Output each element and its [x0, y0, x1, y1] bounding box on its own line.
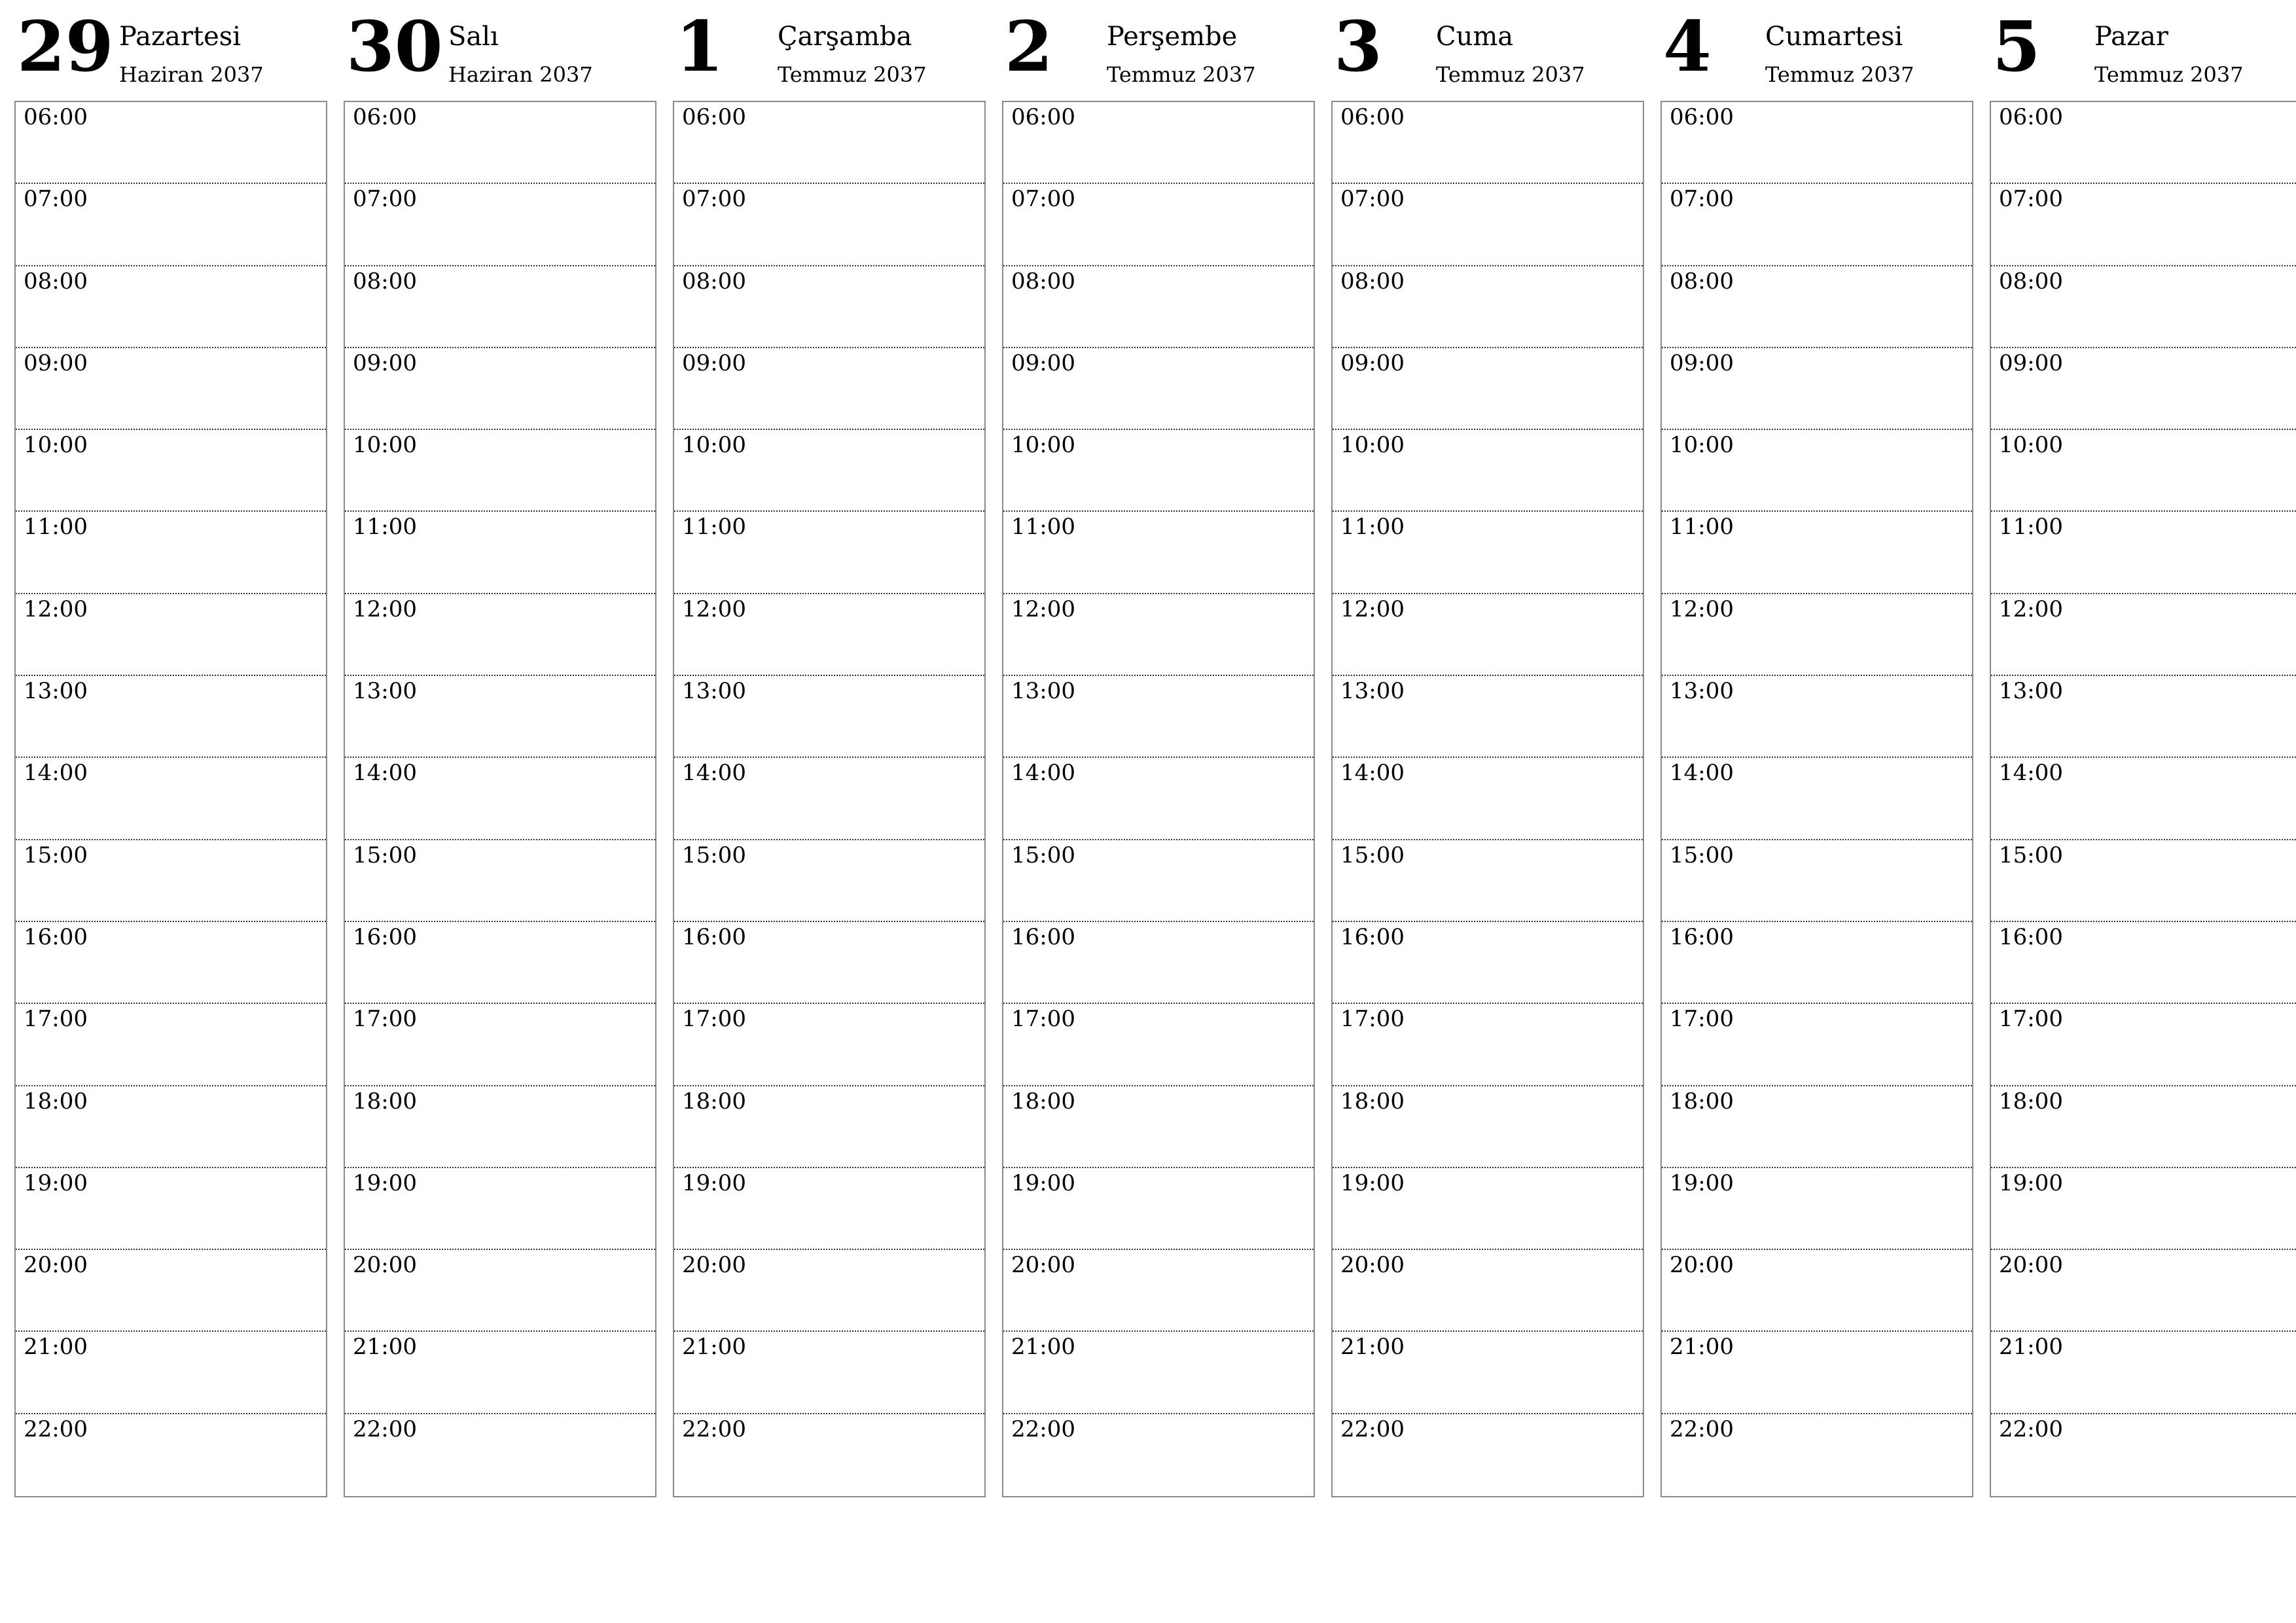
- hour-slot[interactable]: [674, 1414, 984, 1496]
- hour-slot[interactable]: [674, 430, 984, 512]
- day-number: 3: [1334, 5, 1382, 87]
- hour-label: 22:00: [682, 1416, 746, 1442]
- hour-label: 10:00: [682, 432, 746, 459]
- hour-label: 20:00: [24, 1252, 88, 1279]
- weekday-name: Salı: [448, 22, 499, 52]
- hour-slot[interactable]: [1991, 430, 2296, 512]
- hour-slot[interactable]: [1991, 1250, 2296, 1332]
- hour-slot[interactable]: [1662, 1332, 1972, 1414]
- hour-slot[interactable]: [1991, 840, 2296, 922]
- hour-slot[interactable]: [345, 430, 655, 512]
- day-number: 30: [346, 5, 443, 87]
- weekly-planner: [14, 0, 2291, 1623]
- day-column: [1990, 0, 2296, 1623]
- hour-slot[interactable]: [1333, 184, 1643, 266]
- hour-label: 20:00: [682, 1252, 746, 1279]
- hour-label: 14:00: [682, 760, 746, 787]
- hour-label: 15:00: [682, 842, 746, 868]
- hour-slot[interactable]: [674, 1004, 984, 1086]
- hour-label: 15:00: [1670, 842, 1734, 868]
- hour-slot[interactable]: [1003, 1250, 1314, 1332]
- hour-label: 15:00: [1999, 842, 2063, 868]
- hour-slot[interactable]: [1003, 102, 1314, 184]
- hour-label: 07:00: [682, 186, 746, 213]
- hour-slot[interactable]: [345, 184, 655, 266]
- hour-slot[interactable]: [16, 102, 326, 184]
- hour-label: 18:00: [1999, 1088, 2063, 1115]
- hour-label: 09:00: [682, 349, 746, 376]
- hour-slot[interactable]: [1003, 1004, 1314, 1086]
- hour-label: 12:00: [1011, 596, 1075, 622]
- hour-slot[interactable]: [1991, 1414, 2296, 1496]
- hour-slot[interactable]: [1003, 758, 1314, 840]
- hour-slot[interactable]: [674, 676, 984, 758]
- day-column: [1002, 0, 1315, 1623]
- hour-label: 12:00: [682, 596, 746, 622]
- hour-slot[interactable]: [16, 184, 326, 266]
- hour-slot[interactable]: [674, 1332, 984, 1414]
- hour-slot[interactable]: [1003, 1332, 1314, 1414]
- day-column: [14, 0, 327, 1623]
- hour-slot[interactable]: [16, 758, 326, 840]
- day-header: [673, 0, 986, 101]
- hour-label: 17:00: [1340, 1006, 1405, 1033]
- hour-slot[interactable]: [674, 512, 984, 594]
- hour-slot[interactable]: [16, 1414, 326, 1496]
- hour-slot[interactable]: [345, 758, 655, 840]
- hour-label: 06:00: [1670, 104, 1734, 130]
- hour-slot[interactable]: [1991, 1168, 2296, 1250]
- hour-slot[interactable]: [674, 102, 984, 184]
- hour-slot[interactable]: [1003, 922, 1314, 1004]
- day-schedule-box: [673, 101, 986, 1497]
- hour-label: 12:00: [1999, 596, 2063, 622]
- hour-label: 09:00: [1011, 349, 1075, 376]
- hour-label: 13:00: [1011, 678, 1075, 705]
- hour-slot[interactable]: [345, 922, 655, 1004]
- hour-slot[interactable]: [16, 348, 326, 430]
- month-year: Temmuz 2037: [1436, 62, 1585, 87]
- hour-slot[interactable]: [1333, 512, 1643, 594]
- day-column: [1660, 0, 1973, 1623]
- day-schedule-box: [1990, 101, 2296, 1497]
- hour-slot[interactable]: [1662, 1168, 1972, 1250]
- hour-slot[interactable]: [674, 266, 984, 348]
- hour-slot[interactable]: [1333, 266, 1643, 348]
- hour-label: 19:00: [1999, 1169, 2063, 1196]
- hour-label: 12:00: [353, 596, 417, 622]
- hour-label: 17:00: [1999, 1006, 2063, 1033]
- hour-slot[interactable]: [1333, 348, 1643, 430]
- hour-slot[interactable]: [1003, 676, 1314, 758]
- hour-slot[interactable]: [1991, 676, 2296, 758]
- hour-label: 10:00: [24, 432, 88, 459]
- hour-label: 14:00: [24, 760, 88, 787]
- hour-slot[interactable]: [345, 1004, 655, 1086]
- hour-slot[interactable]: [345, 512, 655, 594]
- hour-label: 21:00: [24, 1334, 88, 1361]
- hour-label: 09:00: [24, 349, 88, 376]
- hour-label: 10:00: [1670, 432, 1734, 459]
- month-year: Haziran 2037: [119, 62, 264, 87]
- hour-label: 07:00: [1340, 186, 1405, 213]
- hour-label: 12:00: [24, 596, 88, 622]
- hour-label: 08:00: [1999, 268, 2063, 294]
- hour-slot[interactable]: [16, 1168, 326, 1250]
- hour-label: 19:00: [682, 1169, 746, 1196]
- hour-slot[interactable]: [345, 102, 655, 184]
- hour-slot[interactable]: [1991, 1332, 2296, 1414]
- hour-label: 21:00: [682, 1334, 746, 1361]
- hour-label: 22:00: [353, 1416, 417, 1442]
- hour-label: 06:00: [24, 104, 88, 130]
- hour-label: 07:00: [24, 186, 88, 213]
- hour-slot[interactable]: [1333, 758, 1643, 840]
- hour-label: 11:00: [1670, 514, 1734, 541]
- hour-slot[interactable]: [674, 1250, 984, 1332]
- hour-slot[interactable]: [16, 676, 326, 758]
- weekday-name: Pazartesi: [119, 22, 242, 52]
- hour-label: 11:00: [682, 514, 746, 541]
- month-year: Temmuz 2037: [778, 62, 927, 87]
- hour-slot[interactable]: [1662, 348, 1972, 430]
- hour-slot[interactable]: [1662, 758, 1972, 840]
- hour-slot[interactable]: [1991, 922, 2296, 1004]
- hour-slot[interactable]: [1333, 1332, 1643, 1414]
- day-schedule-box: [1002, 101, 1315, 1497]
- hour-label: 13:00: [1999, 678, 2063, 705]
- hour-label: 08:00: [353, 268, 417, 294]
- hour-slot[interactable]: [1991, 594, 2296, 676]
- hour-slot[interactable]: [16, 1086, 326, 1168]
- day-number: 1: [675, 5, 724, 87]
- hour-slot[interactable]: [16, 1250, 326, 1332]
- hour-label: 15:00: [353, 842, 417, 868]
- weekday-name: Perşembe: [1107, 22, 1238, 52]
- hour-slot[interactable]: [1991, 1004, 2296, 1086]
- hour-label: 13:00: [682, 678, 746, 705]
- hour-slot[interactable]: [674, 184, 984, 266]
- hour-label: 07:00: [353, 186, 417, 213]
- hour-slot[interactable]: [1662, 922, 1972, 1004]
- hour-label: 18:00: [1340, 1088, 1405, 1115]
- hour-label: 17:00: [682, 1006, 746, 1033]
- hour-label: 16:00: [682, 923, 746, 950]
- hour-label: 09:00: [1670, 349, 1734, 376]
- hour-slot[interactable]: [1991, 102, 2296, 184]
- hour-slot[interactable]: [674, 1168, 984, 1250]
- hour-slot[interactable]: [1333, 1414, 1643, 1496]
- day-schedule-box: [1331, 101, 1644, 1497]
- hour-slot[interactable]: [674, 1086, 984, 1168]
- day-column: [1331, 0, 1644, 1623]
- hour-label: 13:00: [1340, 678, 1405, 705]
- hour-label: 06:00: [1011, 104, 1075, 130]
- hour-label: 18:00: [1011, 1088, 1075, 1115]
- hour-label: 14:00: [1999, 760, 2063, 787]
- hour-slot[interactable]: [1003, 1086, 1314, 1168]
- hour-label: 19:00: [1340, 1169, 1405, 1196]
- hour-label: 10:00: [1999, 432, 2063, 459]
- hour-label: 09:00: [353, 349, 417, 376]
- hour-label: 16:00: [1999, 923, 2063, 950]
- weekday-name: Cumartesi: [1765, 22, 1903, 52]
- day-header: [1331, 0, 1644, 101]
- hour-label: 15:00: [24, 842, 88, 868]
- hour-slot[interactable]: [1333, 840, 1643, 922]
- day-header: [1990, 0, 2296, 101]
- hour-slot[interactable]: [345, 676, 655, 758]
- hour-label: 20:00: [1340, 1252, 1405, 1279]
- hour-label: 16:00: [353, 923, 417, 950]
- hour-slot[interactable]: [1662, 1250, 1972, 1332]
- hour-slot[interactable]: [1662, 1086, 1972, 1168]
- hour-label: 19:00: [1670, 1169, 1734, 1196]
- hour-label: 14:00: [1011, 760, 1075, 787]
- hour-label: 20:00: [353, 1252, 417, 1279]
- hour-label: 21:00: [1340, 1334, 1405, 1361]
- hour-slot[interactable]: [16, 512, 326, 594]
- day-header: [1002, 0, 1315, 101]
- hour-label: 16:00: [1670, 923, 1734, 950]
- hour-slot[interactable]: [1333, 1086, 1643, 1168]
- hour-label: 19:00: [1011, 1169, 1075, 1196]
- hour-label: 12:00: [1340, 596, 1405, 622]
- hour-slot[interactable]: [16, 430, 326, 512]
- hour-label: 16:00: [1340, 923, 1405, 950]
- hour-slot[interactable]: [1333, 676, 1643, 758]
- hour-slot[interactable]: [1333, 430, 1643, 512]
- hour-slot[interactable]: [1662, 512, 1972, 594]
- hour-slot[interactable]: [674, 922, 984, 1004]
- hour-slot[interactable]: [674, 594, 984, 676]
- hour-slot[interactable]: [1003, 594, 1314, 676]
- hour-label: 13:00: [24, 678, 88, 705]
- hour-slot[interactable]: [345, 594, 655, 676]
- hour-label: 06:00: [682, 104, 746, 130]
- hour-label: 08:00: [1670, 268, 1734, 294]
- hour-label: 14:00: [1670, 760, 1734, 787]
- hour-label: 06:00: [1340, 104, 1405, 130]
- day-number: 2: [1005, 5, 1053, 87]
- hour-label: 11:00: [1340, 514, 1405, 541]
- hour-slot[interactable]: [345, 266, 655, 348]
- hour-slot[interactable]: [345, 1332, 655, 1414]
- hour-slot[interactable]: [1991, 512, 2296, 594]
- hour-slot[interactable]: [1003, 840, 1314, 922]
- hour-slot[interactable]: [1003, 1168, 1314, 1250]
- day-schedule-box: [1660, 101, 1973, 1497]
- hour-slot[interactable]: [1333, 594, 1643, 676]
- hour-slot[interactable]: [1991, 1086, 2296, 1168]
- hour-label: 13:00: [1670, 678, 1734, 705]
- hour-slot[interactable]: [674, 840, 984, 922]
- hour-label: 09:00: [1340, 349, 1405, 376]
- hour-slot[interactable]: [1333, 922, 1643, 1004]
- hour-label: 21:00: [1999, 1334, 2063, 1361]
- hour-label: 22:00: [1670, 1416, 1734, 1442]
- hour-label: 19:00: [353, 1169, 417, 1196]
- hour-label: 19:00: [24, 1169, 88, 1196]
- hour-label: 07:00: [1011, 186, 1075, 213]
- hour-label: 10:00: [1011, 432, 1075, 459]
- day-schedule-box: [14, 101, 327, 1497]
- hour-slot[interactable]: [1003, 184, 1314, 266]
- hour-label: 17:00: [1011, 1006, 1075, 1033]
- hour-label: 08:00: [682, 268, 746, 294]
- hour-slot[interactable]: [1662, 430, 1972, 512]
- hour-slot[interactable]: [1662, 184, 1972, 266]
- hour-label: 17:00: [1670, 1006, 1734, 1033]
- hour-slot[interactable]: [345, 348, 655, 430]
- hour-slot[interactable]: [1333, 1250, 1643, 1332]
- hour-label: 22:00: [1999, 1416, 2063, 1442]
- day-number: 29: [17, 5, 114, 87]
- hour-label: 17:00: [24, 1006, 88, 1033]
- hour-slot[interactable]: [1662, 1004, 1972, 1086]
- hour-label: 11:00: [353, 514, 417, 541]
- hour-label: 11:00: [1999, 514, 2063, 541]
- hour-label: 08:00: [1340, 268, 1405, 294]
- hour-label: 20:00: [1670, 1252, 1734, 1279]
- day-column: [344, 0, 656, 1623]
- hour-slot[interactable]: [16, 922, 326, 1004]
- hour-label: 16:00: [1011, 923, 1075, 950]
- month-year: Temmuz 2037: [2094, 62, 2244, 87]
- day-schedule-box: [344, 101, 656, 1497]
- hour-label: 22:00: [1340, 1416, 1405, 1442]
- day-header: [344, 0, 656, 101]
- hour-label: 18:00: [1670, 1088, 1734, 1115]
- day-header: [14, 0, 327, 101]
- day-number: 4: [1663, 5, 1712, 87]
- day-number: 5: [1992, 5, 2041, 87]
- hour-label: 14:00: [353, 760, 417, 787]
- hour-slot[interactable]: [1662, 676, 1972, 758]
- hour-label: 20:00: [1011, 1252, 1075, 1279]
- hour-slot[interactable]: [1991, 266, 2296, 348]
- hour-slot[interactable]: [1333, 1168, 1643, 1250]
- weekday-name: Çarşamba: [778, 22, 912, 52]
- hour-label: 18:00: [353, 1088, 417, 1115]
- hour-slot[interactable]: [345, 1250, 655, 1332]
- hour-slot[interactable]: [1662, 1414, 1972, 1496]
- hour-label: 10:00: [1340, 432, 1405, 459]
- weekday-name: Pazar: [2094, 22, 2169, 52]
- hour-slot[interactable]: [16, 266, 326, 348]
- hour-slot[interactable]: [674, 758, 984, 840]
- hour-label: 17:00: [353, 1006, 417, 1033]
- hour-label: 21:00: [353, 1334, 417, 1361]
- hour-label: 15:00: [1340, 842, 1405, 868]
- month-year: Temmuz 2037: [1765, 62, 1914, 87]
- hour-label: 20:00: [1999, 1252, 2063, 1279]
- hour-label: 08:00: [1011, 268, 1075, 294]
- hour-slot[interactable]: [1003, 348, 1314, 430]
- hour-slot[interactable]: [345, 1168, 655, 1250]
- hour-label: 11:00: [24, 514, 88, 541]
- weekday-name: Cuma: [1436, 22, 1514, 52]
- hour-slot[interactable]: [1003, 430, 1314, 512]
- hour-label: 15:00: [1011, 842, 1075, 868]
- hour-label: 22:00: [1011, 1416, 1075, 1442]
- hour-label: 07:00: [1670, 186, 1734, 213]
- hour-label: 10:00: [353, 432, 417, 459]
- month-year: Haziran 2037: [448, 62, 593, 87]
- hour-label: 07:00: [1999, 186, 2063, 213]
- hour-slot[interactable]: [1662, 840, 1972, 922]
- hour-slot[interactable]: [345, 840, 655, 922]
- hour-slot[interactable]: [674, 348, 984, 430]
- hour-slot[interactable]: [1662, 102, 1972, 184]
- month-year: Temmuz 2037: [1107, 62, 1256, 87]
- hour-slot[interactable]: [1662, 266, 1972, 348]
- hour-label: 22:00: [24, 1416, 88, 1442]
- hour-label: 13:00: [353, 678, 417, 705]
- hour-slot[interactable]: [16, 594, 326, 676]
- hour-label: 16:00: [24, 923, 88, 950]
- hour-slot[interactable]: [16, 1332, 326, 1414]
- hour-slot[interactable]: [1991, 348, 2296, 430]
- hour-slot[interactable]: [1662, 594, 1972, 676]
- hour-label: 18:00: [682, 1088, 746, 1115]
- hour-label: 18:00: [24, 1088, 88, 1115]
- hour-label: 06:00: [353, 104, 417, 130]
- hour-slot[interactable]: [1333, 102, 1643, 184]
- hour-label: 06:00: [1999, 104, 2063, 130]
- hour-label: 14:00: [1340, 760, 1405, 787]
- hour-label: 21:00: [1011, 1334, 1075, 1361]
- hour-label: 08:00: [24, 268, 88, 294]
- day-header: [1660, 0, 1973, 101]
- hour-slot[interactable]: [16, 840, 326, 922]
- hour-slot[interactable]: [345, 1414, 655, 1496]
- hour-slot[interactable]: [1991, 184, 2296, 266]
- hour-slot[interactable]: [1333, 1004, 1643, 1086]
- hour-label: 11:00: [1011, 514, 1075, 541]
- hour-slot[interactable]: [16, 1004, 326, 1086]
- hour-slot[interactable]: [1003, 512, 1314, 594]
- hour-slot[interactable]: [345, 1086, 655, 1168]
- hour-slot[interactable]: [1003, 1414, 1314, 1496]
- hour-slot[interactable]: [1991, 758, 2296, 840]
- hour-label: 12:00: [1670, 596, 1734, 622]
- hour-label: 09:00: [1999, 349, 2063, 376]
- day-column: [673, 0, 986, 1623]
- hour-label: 21:00: [1670, 1334, 1734, 1361]
- hour-slot[interactable]: [1003, 266, 1314, 348]
